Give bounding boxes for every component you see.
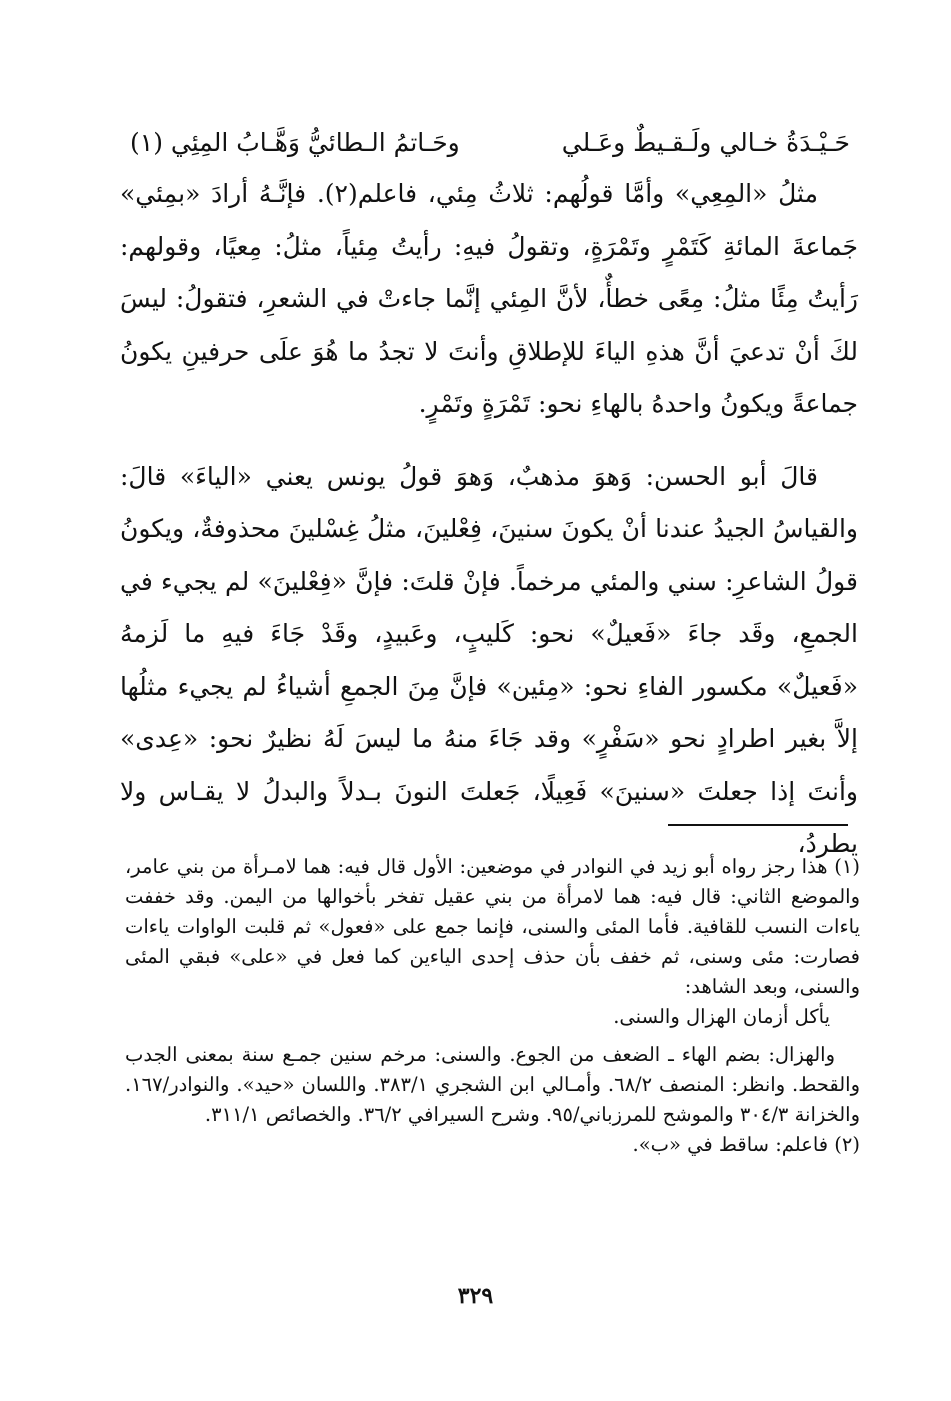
main-body-text (120, 168, 858, 871)
footnote-2: (٢) فاعلم: ساقط في «ب». (632, 1133, 860, 1156)
footnotes-section (125, 852, 860, 1160)
body-paragraph-2: قالَ أبو الحسن: وَهوَ مذهبٌ، وَهوَ قولُ يونس يعني «الياءَ» قالَ: والقياسُ الجيدُ عندنا أنْ يكونَ سنينَ، فِعْلينَ، مثلُ غِسْلينَ محذوفةٌ، ويكونُ قولُ الشاعرِ: سني والمئي مرخماً. فإنْ قلتَ: فإنَّ «فِعْلينَ» لم يجيء في الجمعِ، وقَد جاءَ «فَعيلٌ» نحو: كَليبٍ، وعَبيدٍ، وقَدْ جَاءَ فيهِ ما لَزمهُ «فَعيلٌ» مكسور الفاءِ نحو: «مِئين» فإنَّ مِنَ الجمعِ أشياءُ لم يجيء مثلُها إلاَّ بغير اطرادٍ نحو «سَفْرٍ» وقد جَاءَ منهُ ما ليسَ لَهُ نظيرٌ نحو: «عِدى» وأنتَ إذا جعلتَ «سنينَ» فَعِيلًا، جَعلتَ النونَ بـدلاً والبدلُ لا يقـاس ولا يطردُ، (120, 461, 858, 858)
poetry-verse (130, 118, 850, 168)
verse-first-hemistich: حَـيْـدَةُ خـالي ولَـقـيطٌ وعَـلي (561, 128, 850, 157)
footnote-1: (١) هذا رجز رواه أبو زيد في النوادر في موضعين: الأول قال فيه: هما لامـرأة من بني عامر، والموضع الثاني: قال فيه: هما لامرأة من بني عقيل تفخر بأخوالها من اليمن. وقد خففت ياءات النسب للقافية. فأما المئى والسنى، فإنما جمع على «فعول» ثم قلبت الواوات ياءات فصارت: مئى وسنى، ثم خفف بأن حذف إحدى الياءين كما فعل في «على» فبقي المئى والسنى، وبعد الشاهد: (125, 855, 860, 998)
footnote-1-verse: يأكل أزمان الهزال والسنى. (613, 1005, 830, 1028)
footnote-1-continued: والهزال: بضم الهاء ـ الضعف من الجوع. والسنى: مرخم سنين جمـع سنة بمعنى الجدب والقحط. وانظر: المنصف ٦٨/٢. وأمـالي ابن الشجري ٣٨٣/١. واللسان «حيد». والنوادر/١٦٧. والخزانة ٣٠٤/٣ والموشح للمرزباني/٩٥. وشرح السيرافي ٣٦/٢. والخصائص ٣١١/١. (125, 1043, 860, 1126)
footnote-separator-line (668, 824, 848, 826)
verse-second-hemistich: وحَـاتمُ الـطائيُّ وَهَّـابُ المِئِي (١) (130, 128, 460, 157)
page-number: ٣٢٩ (457, 1283, 494, 1309)
body-paragraph-1: مثلُ «المِعِي» وأمَّا قولُهم: ثلاثُ مِئي، فاعلم(٢). فإنَّـهُ أرادَ «بمِئي» جَماعةَ المائةِ كَتَمْرٍ وتَمْرَةٍ، وتقولُ فيهِ: رأيتُ مِئياً، مثلُ: مِعيًا، وقولهم: رَأيتُ مِئًا مثلُ: مِعًى خطأٌ، لأنَّ المِئي إنَّما جاءتْ في الشعرِ، فتقولُ: ليسَ لكَ أنْ تدعيَ أنَّ هذهِ الياءَ للإطلاقِ وأنتَ لا تجدُ ما هُوَ علَى حرفينِ يكونُ جماعةً ويكونُ واحدهُ بالهاءِ نحو: تَمْرَةٍ وتَمْرٍ. (120, 179, 858, 418)
